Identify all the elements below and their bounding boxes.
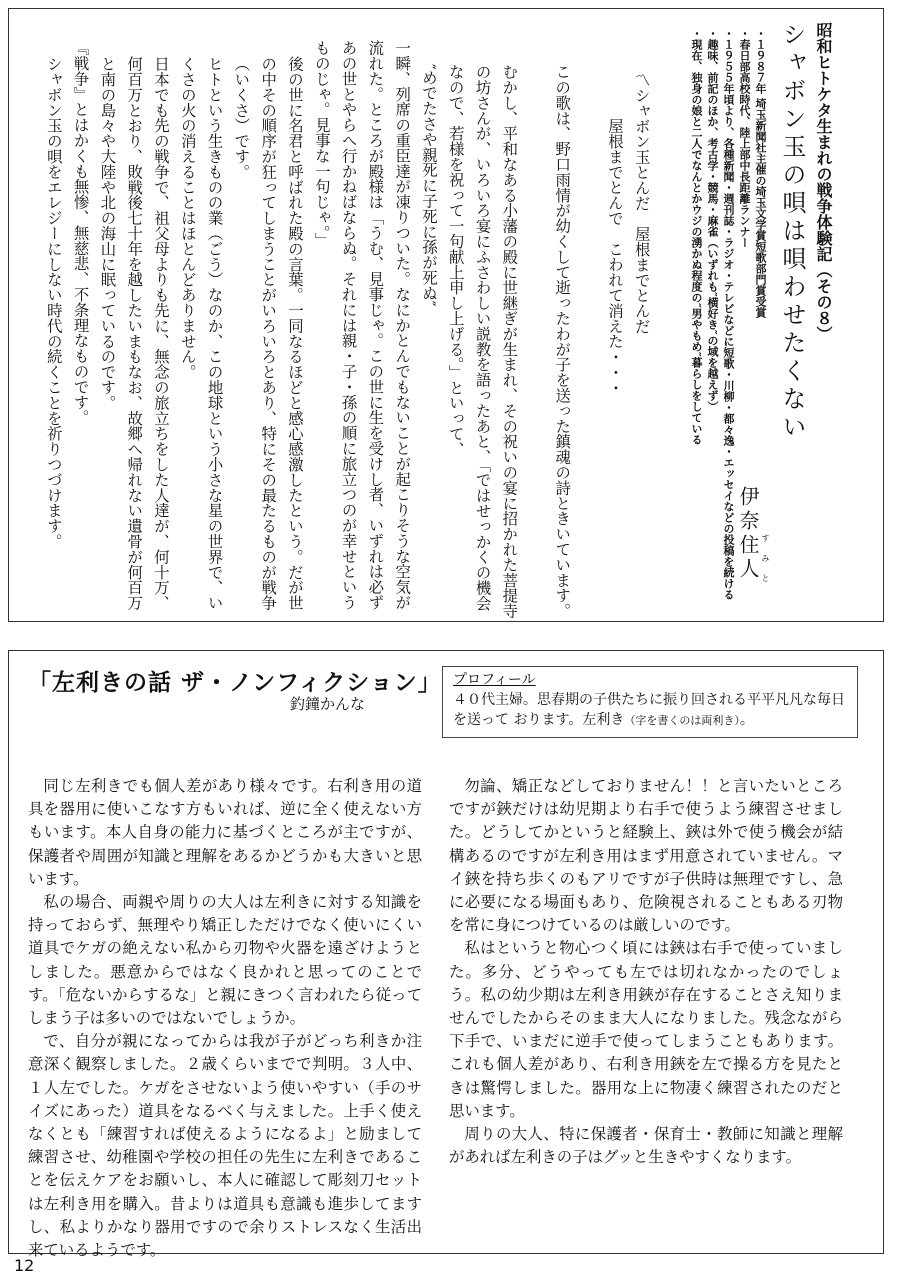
profile-end: 。 bbox=[739, 712, 754, 728]
profile-main-text: ４０代主婦。思春期の子供たちに振り回される平平凡凡な毎日を送って おります。左利き bbox=[453, 692, 845, 728]
body-paragraph: この歌は、野口雨情が幼くして逝ったわが子を送った鎮魂の詩ときいています。 bbox=[553, 64, 572, 619]
body-paragraph: シャボン玉の唄をエレジーにしない時代の続くことを祈りつづけます。 bbox=[44, 56, 63, 549]
essay1-series-title: 昭和ヒトケタ生まれの戦争体験記（その８） bbox=[814, 22, 833, 342]
essay2-right-column bbox=[449, 775, 843, 1169]
body-paragraph: 私はというと物心つく頃には鋏は右手で使っていました。多分、どうやっても左では切れなかったのでしょう。私の幼少期は左利き用鋏が存在することさえ知りませんでしたからそのまま大人になりました。残念ながら下手で、いまだに逆手で使ってしまうこともあります。これも個人差があり、右利き用鋏を左で操る方を見たときは驚愕しました。器用な上に物凄く練習されたのだと思います。 bbox=[449, 939, 843, 1120]
essay1-title: シャボン玉の唄は唄わせたくない bbox=[778, 22, 806, 442]
profile-note: （字を書くのは両利き） bbox=[624, 714, 740, 727]
poem-line: 屋根までとんで こわれて消えた・・・ bbox=[605, 118, 624, 396]
body-paragraph: 勿論、矯正などしておりません！！と言いたいところですが鋏だけは幼児期より右手で使うよう練習させました。どうしてかというと経験上、鋏は外で使う機会が結構あるのですが左利き用はまず用意されていません。マイ鋏を持ち歩くのもアリですが子供時は無理ですし、急に必要になる場面もあり、危険視されることもある刃物を常に身につけているのは厳しいのです。 bbox=[449, 777, 843, 935]
body-paragraph: 『戦争』とはかくも無惨、無慈悲、不条理なものです。 bbox=[71, 40, 90, 425]
body-paragraph: 同じ左利きでも個人差があり様々です。右利き用の道具を器用に使いこなす方もいれば、逆に全く使えない方もいます。本人自身の能力に基づくところが主ですが、保護者や周囲が知識と理解をあるかどうかも大きいと思います。 bbox=[28, 777, 422, 888]
profile-line: ・１９８７年 埼玉新聞社主催の埼玉文学賞短歌部門賞受賞 bbox=[754, 28, 767, 318]
body-paragraph: ヒトという生きものの業（ごう）なのか、この地球という小さな星の世界で、いくさの火の消えることはほとんどありません。 bbox=[178, 56, 224, 611]
poem-line: 〽シャボン玉とんだ 屋根までとんだ bbox=[632, 72, 651, 334]
essay2-profile-box bbox=[442, 666, 858, 738]
profile-text bbox=[453, 690, 847, 731]
essay1-body bbox=[40, 40, 655, 620]
body-paragraph: 一瞬、列席の重臣達が凍りついた。なにかとんでもないことが起こりそうな空気が流れた。ところが殿様は「うむ、見事じゃ。この世に生を受けし者、いずれは必ずあの世とやらへ行かねばならぬ。それには親・子・孫の順に旅立つのが幸せというものじゃ。見事な一句じゃ。」 bbox=[312, 40, 412, 610]
profile-line: ・春日部高校時代、陸上部中長距離ランナー bbox=[738, 28, 751, 248]
body-paragraph: 周りの大人、特に保護者・保育士・教師に知識と理解があれば左利きの子はグッと生きやすくなります。 bbox=[449, 1125, 843, 1167]
essay2-left-column bbox=[28, 775, 422, 1262]
profile-line: ・１９５５年頃より、各種新聞・週刊誌・ラジオ・テレビなどに短歌・川柳・都々逸・エッセイなどの投稿を続ける bbox=[722, 28, 735, 600]
body-paragraph: ″めでたさや親死に子死に孫が死ぬ″ bbox=[419, 64, 438, 307]
essay1-author-ruby: すみと bbox=[761, 534, 770, 594]
profile-label: プロフィール bbox=[453, 672, 536, 688]
body-paragraph: 私の場合、両親や周りの大人は左利きに対する知識を持っておらず、無理やり矯正しただけでなく使いにくい道具でケガの絶えない私から刃物や火器を遠ざけようとしました。悪意からではなく良かれと思ってのことです。「危ないからするな」と親にきつく言われたら従ってしまう子は多いのではないでしょうか。 bbox=[28, 893, 422, 1028]
essay1-author: 伊奈住人 bbox=[736, 486, 760, 582]
body-paragraph: で、自分が親になってからは我が子がどっち利きか注意深く観察しました。２歳くらいまでで判明。３人中、１人左でした。ケガをさせないよう使いやすい（手のサイズにあった）道具をなるべく与えました。上手く使えなくとも「練習すれば使えるようになるよ」と励まして練習させ、幼稚園や学校の担任の先生に左利きであることを伝えケアをお願いし、本人に確認して彫刻刀セットは左利き用を購入。昔よりは道具も意識も進歩してますし、私よりかなり器用ですので余りストレスなく生活出来ているようです。 bbox=[28, 1032, 422, 1260]
essay2-author: 釣鐘かんな bbox=[290, 695, 366, 713]
essay2-title: 「左利きの話 ザ・ノンフィクション」 bbox=[28, 670, 442, 696]
profile-line: ・現在、独身の娘と二人でなんとかウジの湧かぬ程度の″男やもめ″暮らしをしている bbox=[690, 28, 703, 445]
body-paragraph: 後の世に名君と呼ばれた殿の言葉。一同なるほどと感心感激したという。だが世の中その順序が狂ってしまうことがいろいろとあり、特にその最たるものが戦争（いくさ）です。 bbox=[232, 56, 304, 611]
body-paragraph: 日本でも先の戦争で、祖父母よりも先に、無念の旅立ちをした人達が、何十万、何百万とおり、敗戦後七十年を越したいまもなお、故郷へ帰れない遺骨が何百万と南の島々や大陸や北の海山に眠っているのです。 bbox=[98, 56, 170, 611]
page-number: 12 bbox=[14, 1256, 35, 1275]
body-paragraph: むかし、平和なある小藩の殿に世継ぎが生まれ、その祝いの宴に招かれた菩提寺の坊さんが、いろいろ宴にふさわしい説教を語ったあと、「ではせっかくの機会なので、若様を祝って一句献上申し上げる。」といって、 bbox=[446, 64, 519, 619]
profile-line: ・趣味、前記のほか、考古学・競馬・麻雀（いずれも″横好き″の域を越えず） bbox=[706, 28, 719, 412]
